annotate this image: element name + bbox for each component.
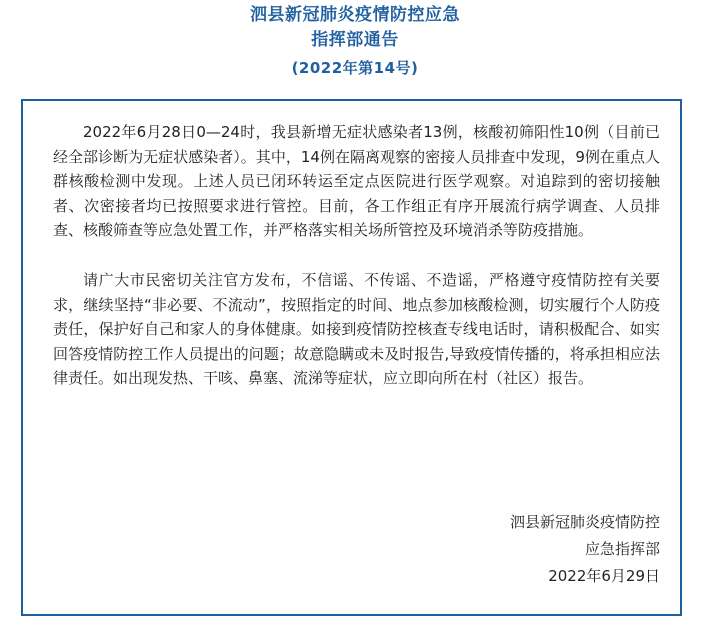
notice-signature — [510, 509, 660, 590]
signature-org-line-1: 泗县新冠肺炎疫情防控 — [509, 513, 660, 531]
notice-body-frame — [21, 99, 682, 616]
notice-title-line-2: 指挥部通告 — [311, 30, 399, 50]
notice-issue-number: (2022年第14号) — [291, 59, 419, 77]
notice-paragraph-2: 请广大市民密切关注官方发布，不信谣、不传谣、不造谣，严格遵守疫情防控有关要求，继续坚持“非必要、不流动”，按照指定的时间、地点参加核酸检测，切实履行个人防疫责任，保护好自己和家人的身体健康。如接到疫情防控核查专线电话时，请积极配合、如实回答疫情防控工作人员提出的问题；故意隐瞒或未及时报告,导致疫情传播的，将承担相应法律责任。如出现发热、干咳、鼻塞、流涕等症状，应立即向所在村（社区）报告。 — [53, 270, 660, 388]
notice-header — [0, 0, 710, 79]
notice-title-line-1: 泗县新冠肺炎疫情防控应急 — [250, 5, 460, 25]
signature-org-line-2: 应急指挥部 — [584, 540, 660, 558]
signature-date: 2022年6月29日 — [548, 567, 660, 585]
notice-paragraph-1: 2022年6月28日0—24时，我县新增无症状感染者13例，核酸初筛阳性10例（目前已经全部诊断为无症状感染者）。其中，14例在隔离观察的密接人员排查中发现，9例在重点人群核酸检测中发现。上述人员已闭环转运至定点医院进行医学观察。对追踪到的密切接触者、次密接者均已按照要求进行管控。目前，各工作组正有序开展流行病学调查、人员排查、核酸筛查等应急处置工作，并严格落实相关场所管控及环境消杀等防疫措施。 — [53, 123, 660, 240]
